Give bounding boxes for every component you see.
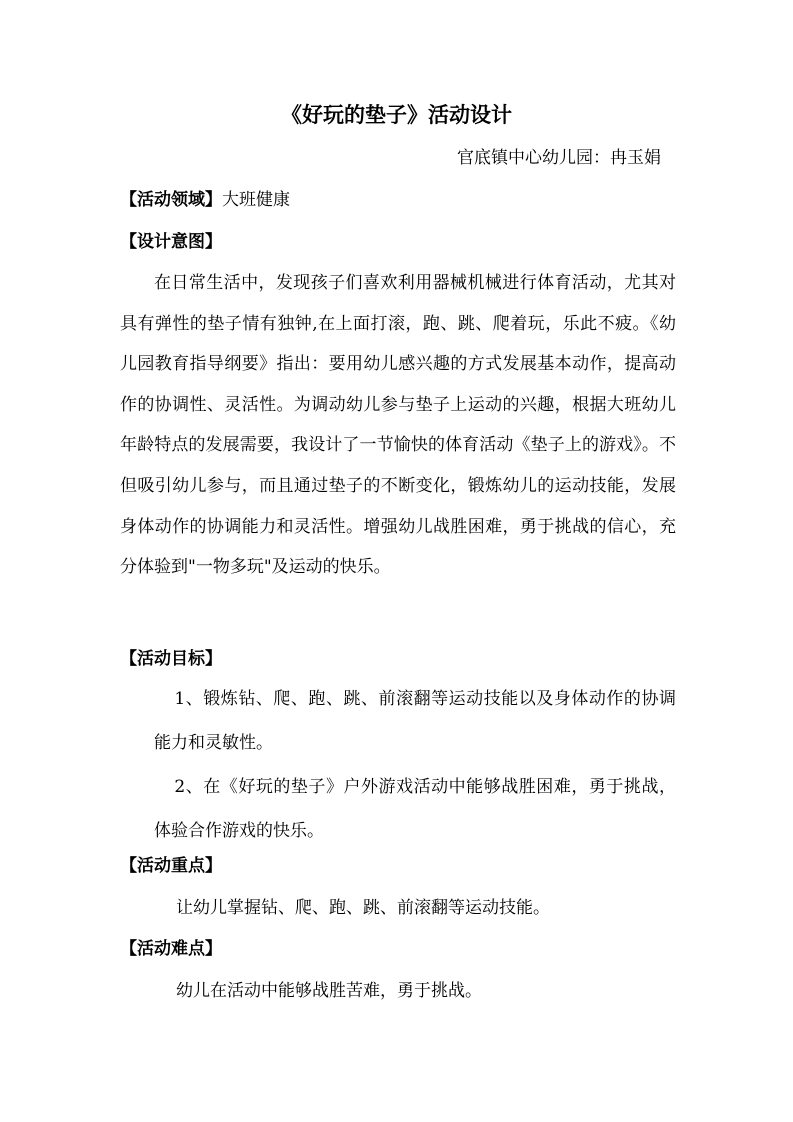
section-key-points-heading xyxy=(120,852,222,880)
section-domain xyxy=(120,186,290,214)
section-goals-label: 【活动目标】 xyxy=(120,649,222,669)
section-goals-heading xyxy=(120,645,222,673)
author-line: 官底镇中心幼儿园：冉玉娟 xyxy=(457,148,661,168)
section-difficulties-heading xyxy=(120,935,222,963)
goal-item-2: 2、在《好玩的垫子》户外游戏活动中能够战胜困难，勇于挑战，体验合作游戏的快乐。 xyxy=(154,777,676,841)
section-key-points-label: 【活动重点】 xyxy=(120,856,222,876)
section-intent-label: 【设计意图】 xyxy=(120,232,222,252)
document-title: 《好玩的垫子》活动设计 xyxy=(281,102,512,127)
section-domain-label: 【活动领域】 xyxy=(120,190,222,210)
intent-paragraph: 在日常生活中，发现孩子们喜欢利用器械机械进行体育活动，尤其对具有弹性的垫子情有独钟,在上面打滚，跑、跳、爬着玩，乐此不疲。《幼儿园教育指导纲要》指出：要用幼儿感兴趣的方式发展基本动作，提高动作的协调性、灵活性。为调动幼儿参与垫子上运动的兴趣，根据大班幼儿年龄特点的发展需要，我设计了一节愉快的体育活动《垫子上的游戏》。不但吸引幼儿参与，而且通过垫子的不断变化，锻炼幼儿的运动技能，发展身体动作的协调能力和灵活性。增强幼儿战胜困难，勇于挑战的信心，充分体验到"一物多玩"及运动的快乐。 xyxy=(120,273,676,578)
difficulties-text: 幼儿在活动中能够战胜苦难，勇于挑战。 xyxy=(176,981,482,1001)
key-points-text: 让幼儿掌握钻、爬、跑、跳、前滚翻等运动技能。 xyxy=(176,898,550,918)
section-difficulties-label: 【活动难点】 xyxy=(120,939,222,959)
section-intent-heading xyxy=(120,228,222,256)
section-domain-value: 大班健康 xyxy=(222,190,290,210)
goal-item-1: 1、锻炼钻、爬、跑、跳、前滚翻等运动技能以及身体动作的协调能力和灵敏性。 xyxy=(154,689,676,753)
